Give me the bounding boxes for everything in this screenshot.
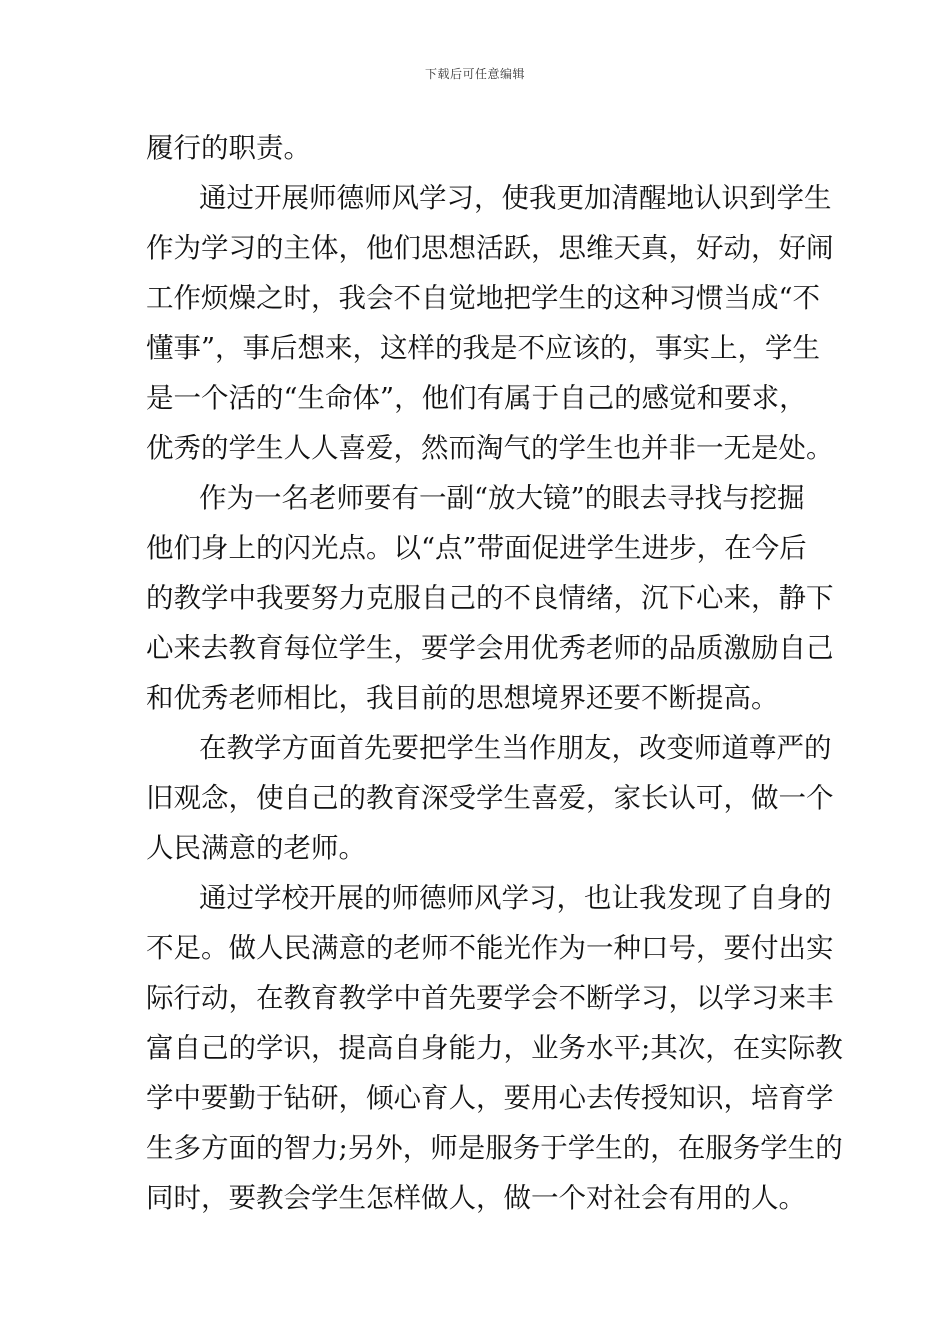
text-line: 不足。做人民满意的老师不能光作为一种口号，要付出实 bbox=[146, 932, 834, 964]
document-body bbox=[146, 123, 843, 1223]
paragraph-first-line: 在教学方面首先要把学生当作朋友，改变师道尊严的 bbox=[199, 732, 832, 764]
text-line: 人民满意的老师。 bbox=[146, 832, 366, 864]
text-line: 同时，要教会学生怎样做人，做一个对社会有用的人。 bbox=[146, 1182, 806, 1214]
text-line: 心来去教育每位学生，要学会用优秀老师的品质激励自己 bbox=[146, 632, 834, 664]
text-line: 工作烦燥之时，我会不自觉地把学生的这种习惯当成“不 bbox=[146, 282, 821, 314]
text-line: 作为学习的主体，他们思想活跃，思维天真，好动，好闹 bbox=[146, 232, 834, 264]
text-line: 生多方面的智力;另外，师是服务于学生的，在服务学生的 bbox=[146, 1132, 843, 1164]
text-line: 学中要勤于钻研，倾心育人，要用心去传授知识，培育学 bbox=[146, 1082, 834, 1114]
page-header: 下载后可任意编辑 bbox=[424, 67, 525, 81]
text-line: 懂事”，事后想来，这样的我是不应该的，事实上，学生 bbox=[146, 332, 821, 364]
text-line: 富自己的学识，提高自身能力，业务水平;其次，在实际教 bbox=[146, 1032, 843, 1064]
paragraph-first-line: 通过开展师德师风学习，使我更加清醒地认识到学生 bbox=[199, 182, 832, 214]
paragraph-first-line: 通过学校开展的师德师风学习，也让我发现了自身的 bbox=[199, 882, 832, 914]
text-line: 旧观念，使自己的教育深受学生喜爱，家长认可，做一个 bbox=[146, 782, 834, 814]
text-line: 和优秀老师相比，我目前的思想境界还要不断提高。 bbox=[146, 682, 779, 714]
text-line: 他们身上的闪光点。以“点”带面促进学生进步，在今后 bbox=[146, 532, 807, 564]
text-line: 履行的职责。 bbox=[146, 132, 311, 164]
text-line: 是一个活的“生命体”，他们有属于自己的感觉和要求， bbox=[146, 382, 807, 414]
text-line: 际行动，在教育教学中首先要学会不断学习，以学习来丰 bbox=[146, 982, 834, 1014]
text-line: 优秀的学生人人喜爱，然而淘气的学生也并非一无是处。 bbox=[146, 432, 834, 464]
paragraph-first-line: 作为一名老师要有一副“放大镜”的眼去寻找与挖掘 bbox=[199, 482, 805, 514]
text-line: 的教学中我要努力克服自己的不良情绪，沉下心来，静下 bbox=[146, 582, 834, 614]
